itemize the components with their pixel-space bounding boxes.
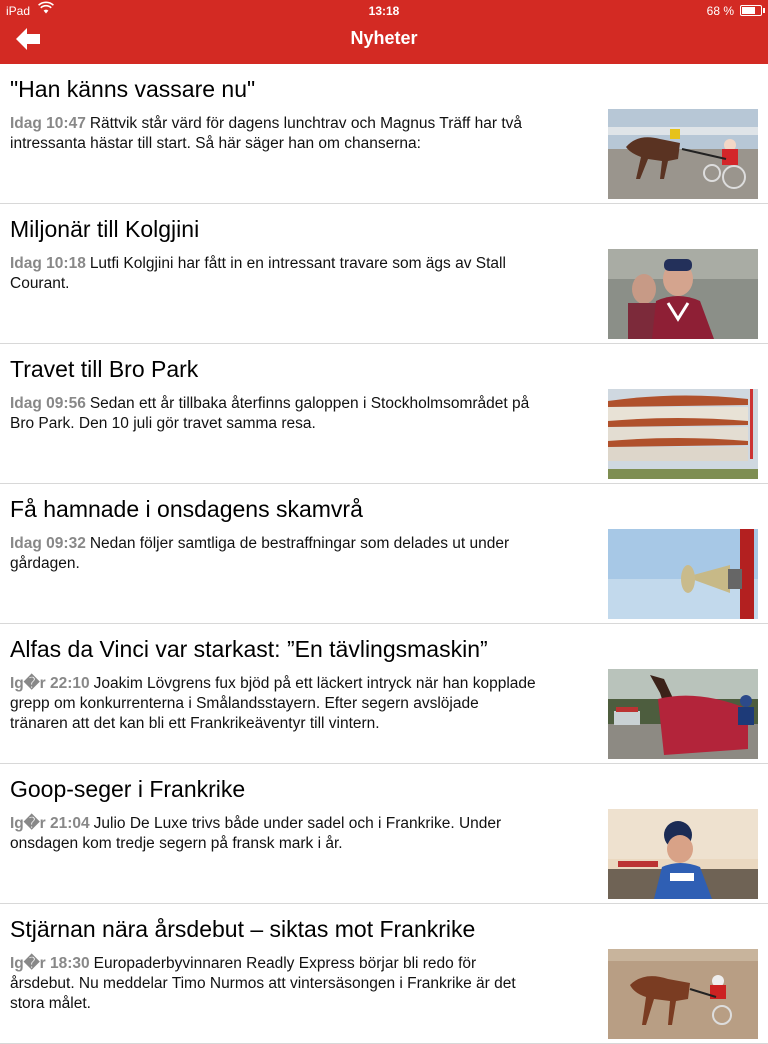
news-item[interactable] [0,764,768,904]
news-item[interactable] [0,904,768,1044]
news-thumbnail [608,109,758,199]
battery-percent: 68 % [706,4,734,18]
news-summary [10,534,540,574]
news-item[interactable] [0,344,768,484]
news-text: Julio De Luxe trivs både under sadel och i Frankrike. Under onsdagen kom tredje segern på fransk mark i år. [10,815,502,852]
news-time: Ig�r 22:10 [10,675,90,692]
news-item[interactable] [0,484,768,624]
news-thumbnail [608,389,758,479]
news-title: Alfas da Vinci var starkast: ”En tävlingsmaskin” [10,636,488,662]
news-title: Travet till Bro Park [10,356,199,382]
news-text: Nedan följer samtliga de bestraffningar som delades ut under gårdagen. [10,535,510,572]
news-thumbnail [608,529,758,619]
news-text: Lutfi Kolgjini har fått in en intressant travare som ägs av Stall Courant. [10,255,506,292]
news-time: Idag 10:18 [10,255,86,272]
news-text: Rättvik står värd för dagens lunchtrav och Magnus Träff har två intressanta hästar till start. Så här säger han om chanserna: [10,115,523,152]
device-label: iPad [6,4,31,18]
news-list [0,64,768,1044]
news-item[interactable] [0,64,768,204]
news-thumbnail [608,249,758,339]
news-summary [10,674,540,734]
news-time: Ig�r 18:30 [10,955,90,972]
news-text: Sedan ett år tillbaka återfinns galoppen i Stockholmsområdet på Bro Park. Den 10 juli gör travet samma resa. [10,395,530,432]
news-time: Idag 10:47 [10,115,86,132]
news-title: Få hamnade i onsdagens skamvrå [10,496,363,522]
news-summary [10,114,540,154]
app-header [0,0,768,64]
status-time: 13:18 [368,4,400,18]
news-thumbnail [608,809,758,899]
status-bar [0,0,768,22]
news-text: Joakim Lövgrens fux bjöd på ett läckert intryck när han kopplade grepp om konkurrenterna i Smålandsstayern. Efter segern avslöjade tränaren att det kan bli ett Frankrikeäventyr till vintern. [10,675,536,732]
news-title: Stjärnan nära årsdebut – siktas mot Frankrike [10,916,476,942]
news-title: "Han känns vassare nu" [10,76,256,102]
news-thumbnail [608,669,758,759]
news-title: Miljonär till Kolgjini [10,216,200,242]
page-title: Nyheter [350,28,418,48]
news-summary [10,954,540,1014]
news-item[interactable] [0,624,768,764]
news-summary [10,814,540,854]
news-time: Idag 09:32 [10,535,86,552]
news-text: Europaderbyvinnaren Readly Express börjar bli redo för årsdebut. Nu meddelar Timo Nurmos att vintersäsongen i Frankrike är det stora målet. [10,955,516,1012]
news-summary [10,394,540,434]
news-thumbnail [608,949,758,1039]
news-time: Ig�r 21:04 [10,815,90,832]
news-summary [10,254,540,294]
battery-icon [740,5,762,16]
news-title: Goop-seger i Frankrike [10,776,246,802]
news-item[interactable] [0,204,768,344]
news-time: Idag 09:56 [10,395,86,412]
